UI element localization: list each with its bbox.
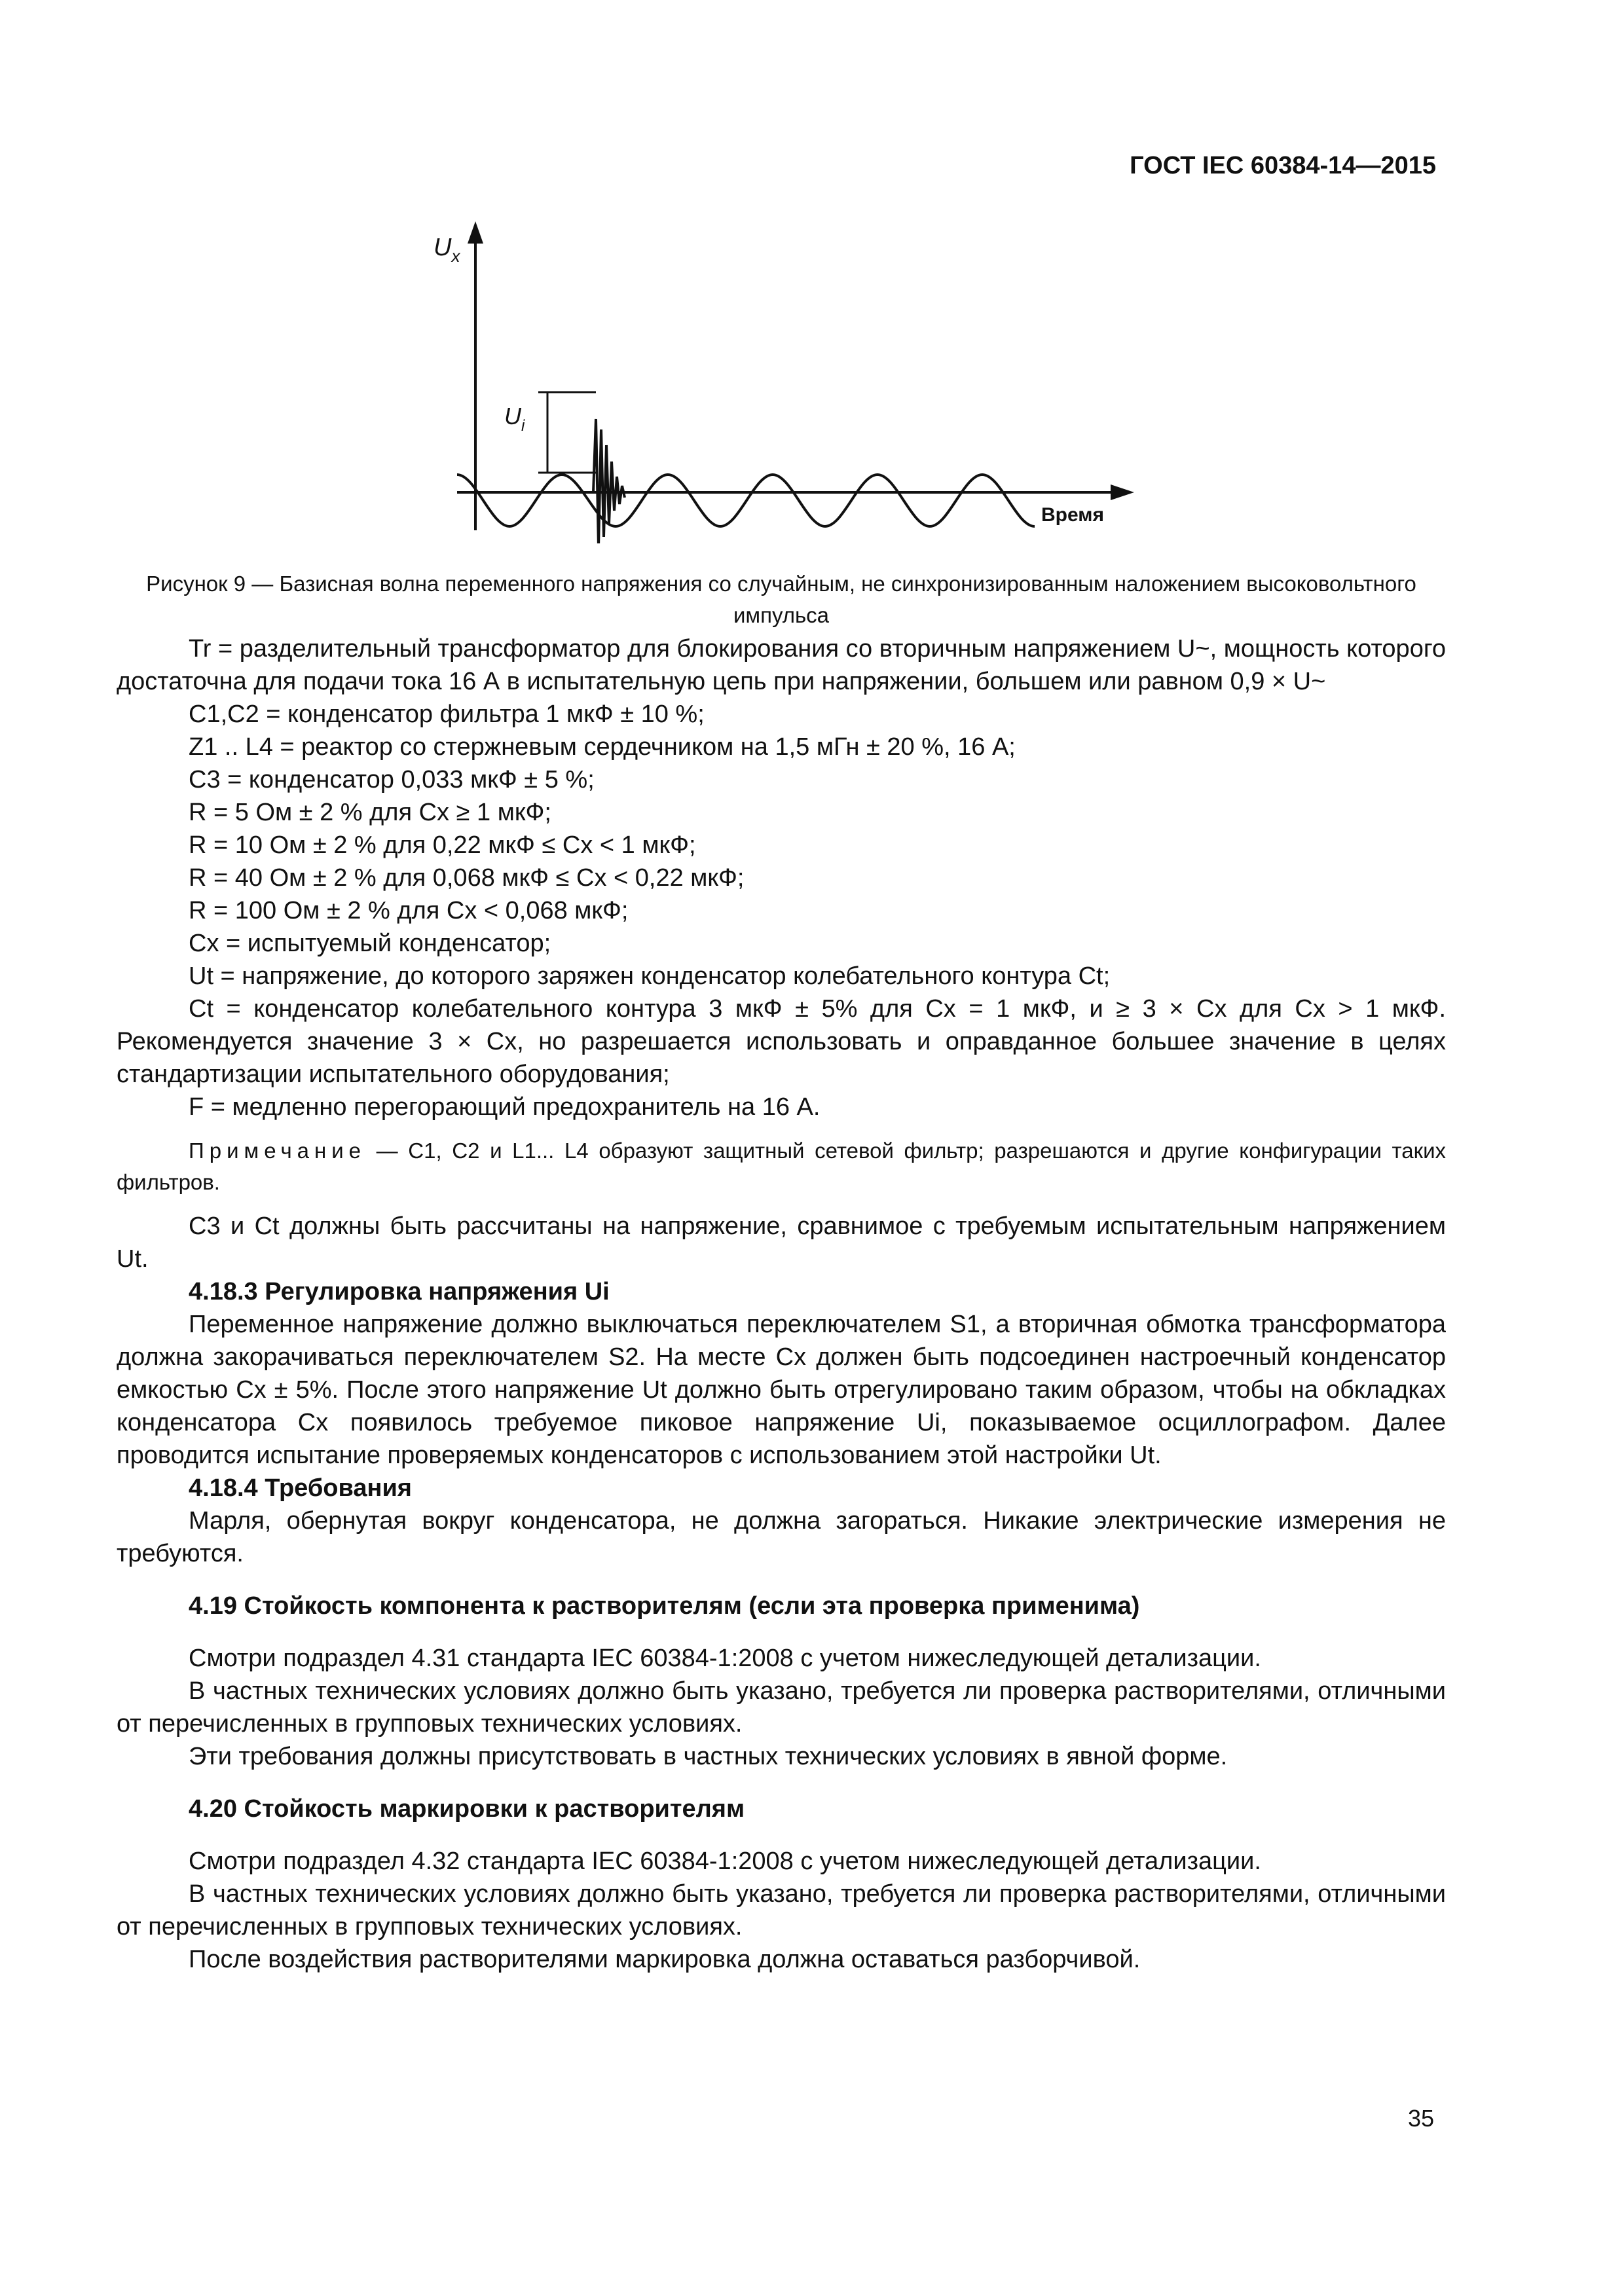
def-c3: C3 = конденсатор 0,033 мкФ ± 5 %; — [189, 766, 595, 793]
def-ut: Ut = напряжение, до которого заряжен конденсатор колебательного контура Ct; — [189, 962, 1111, 990]
x-axis-arrow — [1111, 484, 1134, 500]
y-axis-arrow — [468, 221, 483, 244]
heading-4-20: 4.20 Стойкость маркировки к растворителям — [189, 1795, 745, 1823]
sine-wave — [457, 475, 1035, 526]
note-label: Примечание — [189, 1139, 367, 1163]
para-ct: Ct = конденсатор колебательного контура 3 мкФ ± 5% для Cx = 1 мкФ, и ≥ 3 × Cx для Cx > 1 мкФ. Рекомендуется значение 3 × Cx, но разрешается использовать и оправданное большее значение в целях стандартизации испытательного оборудования; — [117, 995, 1446, 1088]
heading-4-18-3: 4.18.3 Регулировка напряжения Ui — [189, 1278, 610, 1305]
para-c3-ct: C3 и Ct должны быть рассчитаны на напряжение, сравнимое с требуемым испытательным напряжением Ut. — [117, 1212, 1446, 1273]
para-4-20-3: После воздействия растворителями маркировка должна оставаться разборчивой. — [189, 1946, 1141, 1973]
def-c1-c2: C1,C2 = конденсатор фильтра 1 мкФ ± 10 %; — [189, 701, 705, 728]
figure-9-waveform — [432, 216, 1139, 543]
para-4-18-4: Марля, обернутая вокруг конденсатора, не должна загораться. Никакие электрические измерения не требуются. — [117, 1507, 1446, 1567]
def-z1-l4: Z1 .. L4 = реактор со стержневым сердечником на 1,5 мГн ± 20 %, 16 А; — [189, 733, 1016, 761]
document-body — [117, 632, 1446, 1976]
impulse-label-sub: i — [521, 417, 525, 435]
figure-caption: Рисунок 9 — Базисная волна переменного напряжения со случайным, не синхронизированным наложением высоковольтного импульса — [146, 572, 1416, 627]
def-cx: Cx = испытуемый конденсатор; — [189, 930, 551, 957]
document-code: ГОСТ IEC 60384-14—2015 — [1130, 152, 1436, 179]
para-4-20-1: Смотри подраздел 4.32 стандарта IEC 60384-1:2008 с учетом нижеследующей детализации. — [189, 1848, 1261, 1875]
def-r-40: R = 40 Ом ± 2 % для 0,068 мкФ ≤ Cx < 0,22 мкФ; — [189, 864, 745, 892]
para-4-18-3: Переменное напряжение должно выключаться переключателем S1, а вторичная обмотка трансформатора должна закорачиваться переключателем S2. На месте Cx должен быть подсоединен настроечный конденсатор емкостью Cx ± 5%. После этого напряжение Ut должно быть отрегулировано таким образом, чтобы на обкладках конденсатора Cx появилось требуемое пиковое напряжение Ui, показываемое осциллографом. Далее проводится испытание проверяемых конденсаторов с использованием этой настройки Ut. — [117, 1311, 1446, 1469]
svg-text:Ux — [434, 234, 460, 266]
x-axis-label: Время — [1041, 504, 1104, 526]
note — [117, 1135, 1446, 1198]
y-axis-label: U — [434, 234, 452, 261]
y-axis-label-sub: x — [451, 246, 460, 266]
para-4-20-2: В частных технических условиях должно быть указано, требуется ли проверка растворителями, отличными от перечисленных в групповых технических условиях. — [117, 1880, 1446, 1941]
para-4-19-1: Смотри подраздел 4.31 стандарта IEC 60384-1:2008 с учетом нижеследующей детализации. — [189, 1645, 1261, 1672]
para-4-19-3: Эти требования должны присутствовать в частных технических условиях в явной форме. — [189, 1743, 1228, 1770]
para-tr: Tr = разделительный трансформатор для блокирования со вторичным напряжением U~, мощность которого достаточна для подачи тока 16 А в испытательную цепь при напряжении, большем или равном 0,9 × U~ — [117, 635, 1446, 695]
def-r-100: R = 100 Ом ± 2 % для Cx < 0,068 мкФ; — [189, 897, 629, 924]
heading-4-18-4: 4.18.4 Требования — [189, 1474, 412, 1502]
def-r-5: R = 5 Ом ± 2 % для Cx ≥ 1 мкФ; — [189, 799, 551, 826]
impulse-label: U — [504, 403, 521, 429]
heading-4-19: 4.19 Стойкость компонента к растворителям (если эта проверка применима) — [189, 1592, 1140, 1620]
def-r-10: R = 10 Ом ± 2 % для 0,22 мкФ ≤ Cx < 1 мкФ; — [189, 831, 696, 859]
para-fuse: F = медленно перегорающий предохранитель на 16 А. — [189, 1093, 821, 1121]
note-text: — C1, C2 и L1... L4 образуют защитный сетевой фильтр; разрешаются и другие конфигурации таких фильтров. — [117, 1139, 1446, 1194]
svg-text:Ui — [504, 403, 525, 435]
page-number: 35 — [1407, 2105, 1434, 2132]
para-4-19-2: В частных технических условиях должно быть указано, требуется ли проверка растворителями, отличными от перечисленных в групповых технических условиях. — [117, 1677, 1446, 1738]
